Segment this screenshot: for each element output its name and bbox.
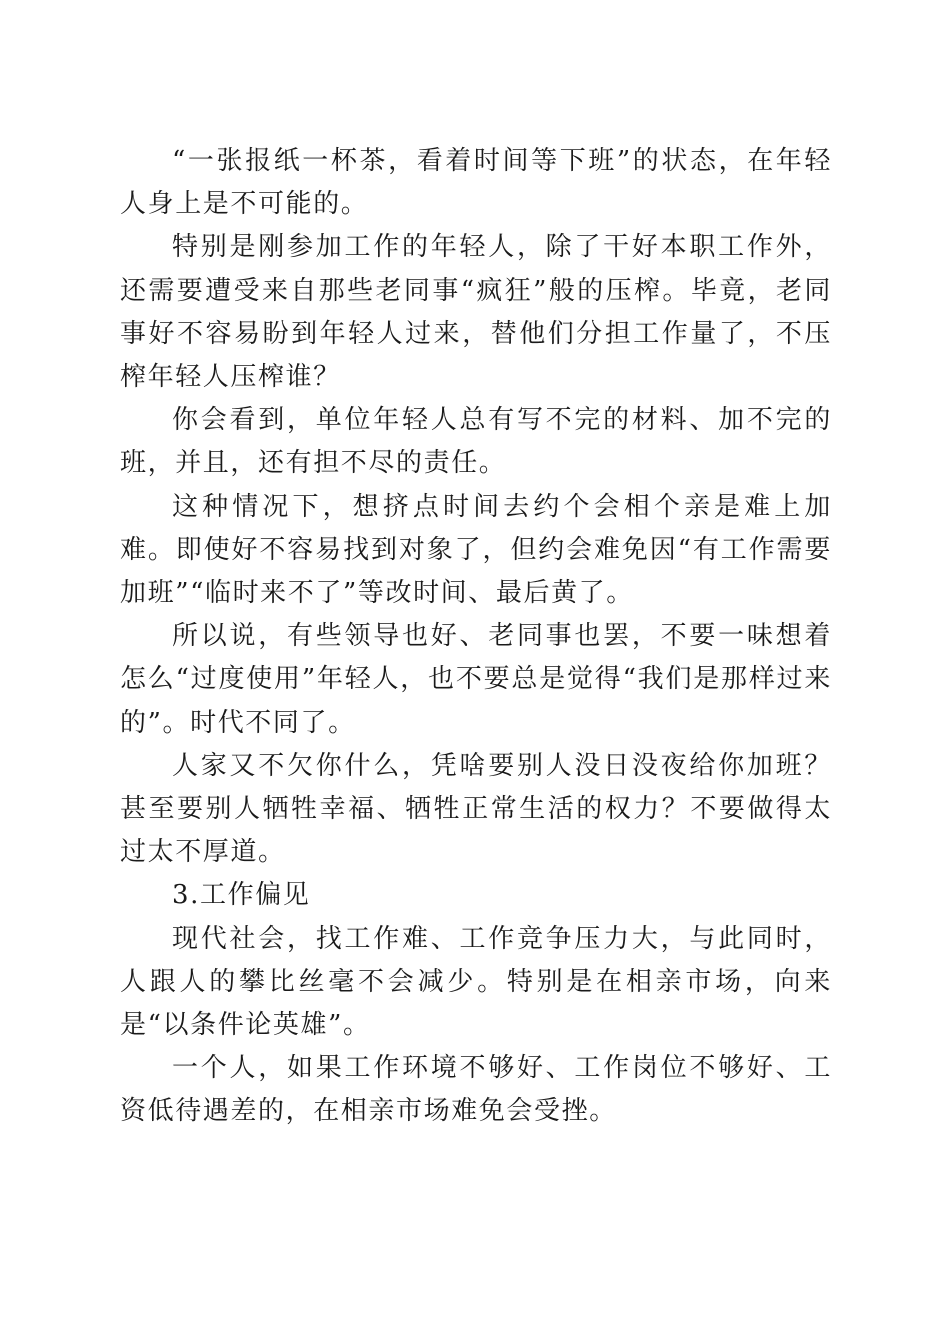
paragraph-6: 人家又不欠你什么，凭啥要别人没日没夜给你加班？甚至要别人牺牲幸福、牺牲正常生活的权力？不要做得太过太不厚道。 bbox=[120, 750, 832, 868]
paragraph-3: 你会看到，单位年轻人总有写不完的材料、加不完的班，并且，还有担不尽的责任。 bbox=[120, 405, 832, 479]
paragraph-2: 特别是刚参加工作的年轻人，除了干好本职工作外，还需要遭受来自那些老同事“疯狂”般的压榨。毕竟，老同事好不容易盼到年轻人过来，替他们分担工作量了，不压榨年轻人压榨谁？ bbox=[120, 232, 832, 393]
paragraph-7: 现代社会，找工作难、工作竞争压力大，与此同时，人跟人的攀比丝毫不会减少。特别是在相亲市场，向来是“以条件论英雄”。 bbox=[120, 923, 832, 1041]
section-heading: 3.工作偏见 bbox=[172, 880, 311, 911]
paragraph-5: 所以说，有些领导也好、老同事也罢，不要一味想着怎么“过度使用”年轻人，也不要总是觉得“我们是那样过来的”。时代不同了。 bbox=[120, 621, 832, 738]
paragraph-1: “一张报纸一杯茶，看着时间等下班”的状态，在年轻人身上是不可能的。 bbox=[120, 146, 832, 220]
paragraph-4: 这种情况下，想挤点时间去约个会相个亲是难上加难。即使好不容易找到对象了，但约会难免因“有工作需要加班”“临时来不了”等改时间、最后黄了。 bbox=[120, 491, 832, 609]
document-body bbox=[120, 140, 832, 1134]
paragraph-8: 一个人，如果工作环境不够好、工作岗位不够好、工资低待遇差的，在相亲市场难免会受挫。 bbox=[120, 1053, 832, 1127]
